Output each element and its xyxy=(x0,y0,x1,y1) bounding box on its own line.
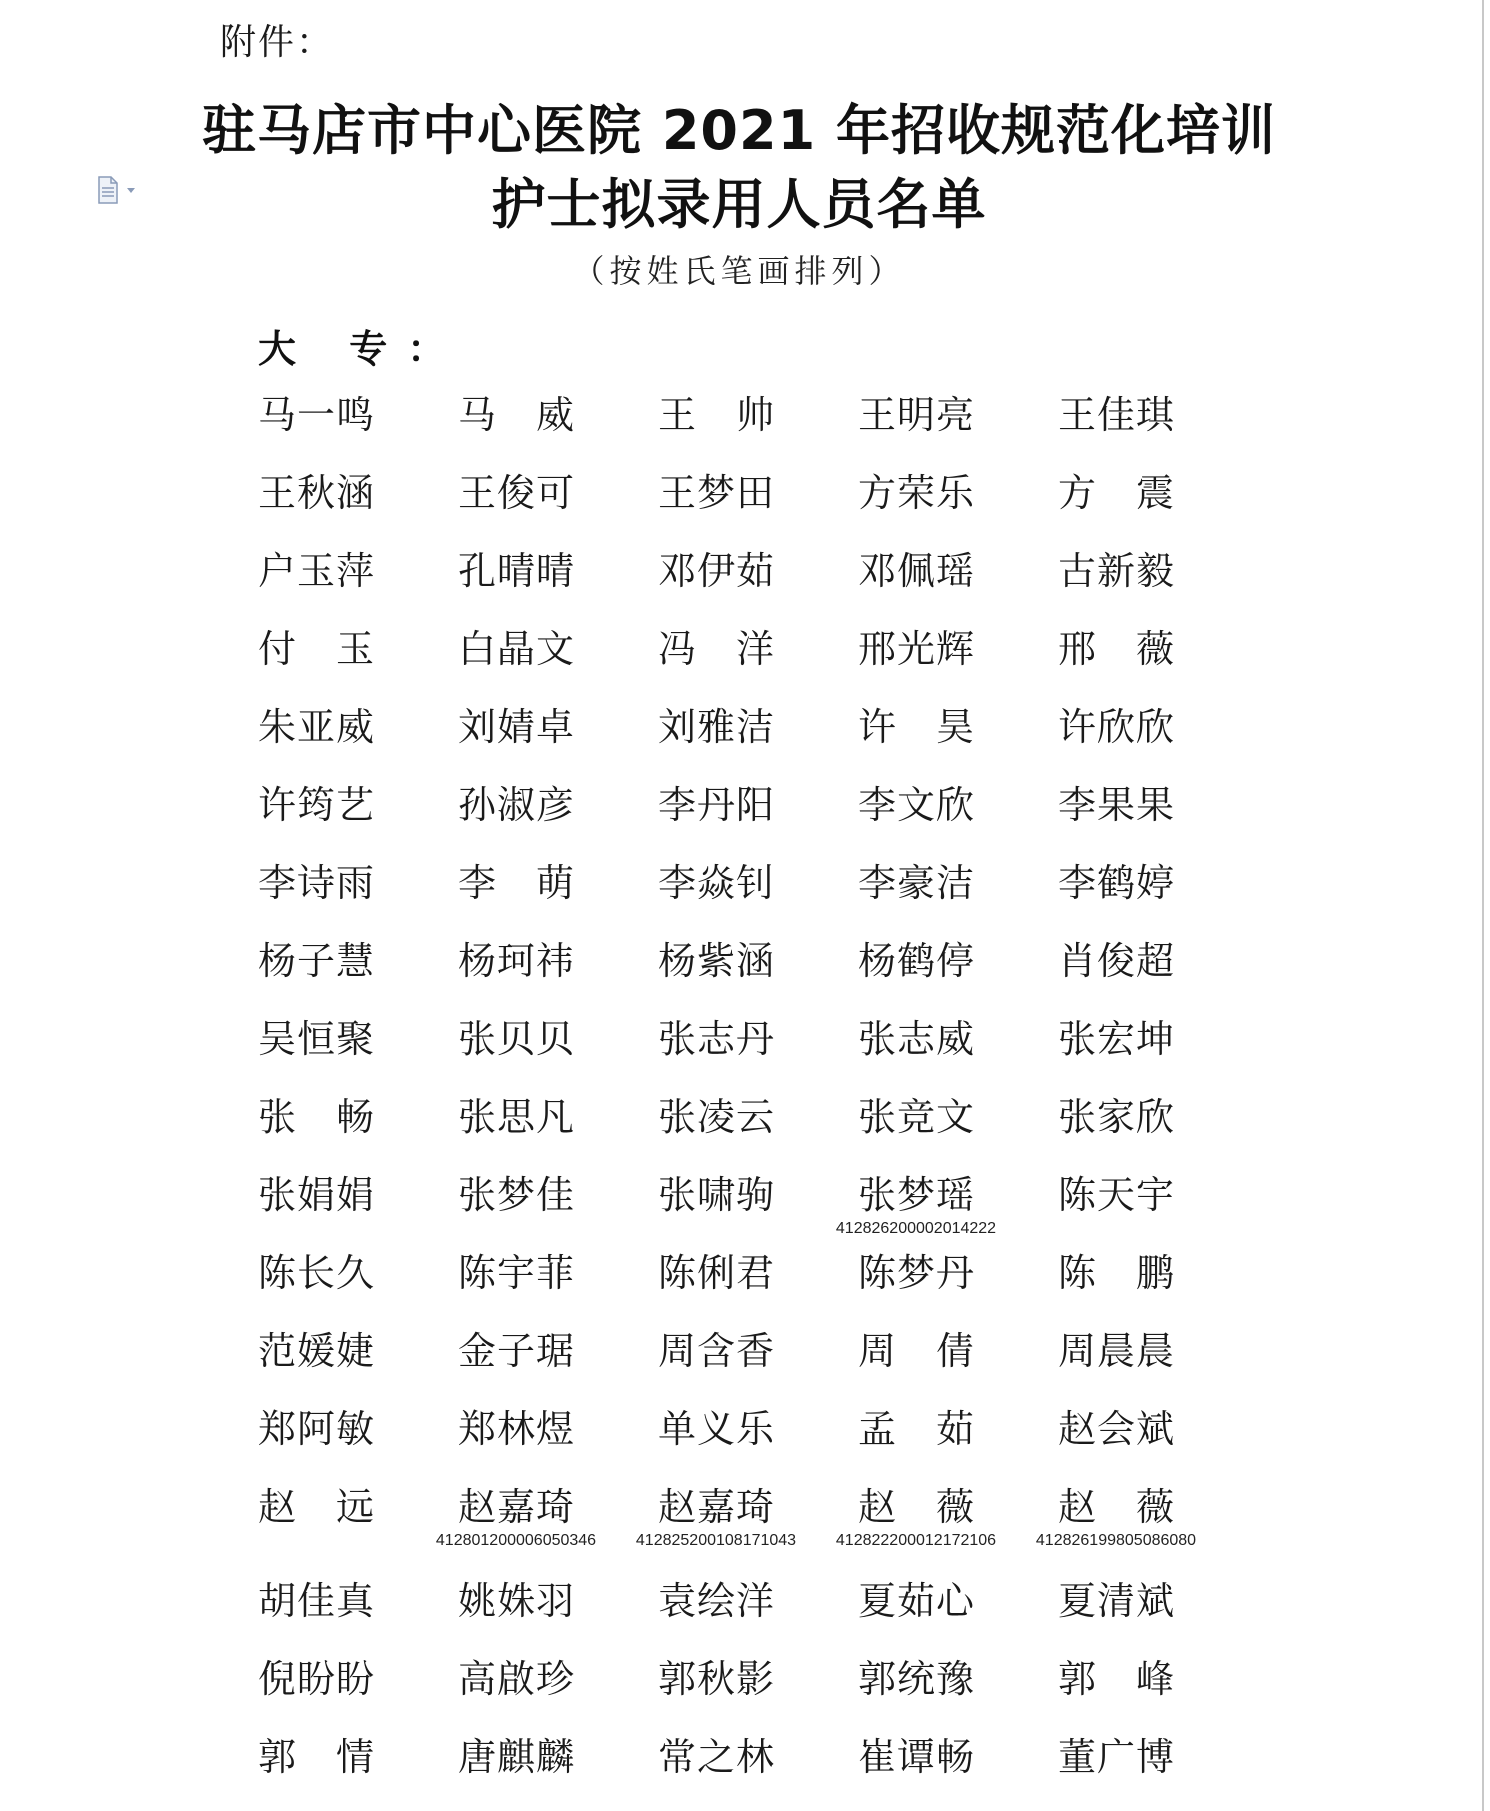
person-name: 赵嘉琦 xyxy=(658,1485,774,1529)
name-cell xyxy=(658,702,858,752)
person-name: 冯 洋 xyxy=(658,627,774,671)
person-name: 杨紫涵 xyxy=(658,939,774,983)
person-name: 李豪洁 xyxy=(858,861,974,905)
name-cell xyxy=(658,1170,858,1220)
person-name: 单义乐 xyxy=(658,1407,774,1451)
person-name: 袁绘洋 xyxy=(658,1579,774,1623)
person-name: 王明亮 xyxy=(858,393,974,437)
name-cell xyxy=(458,1248,658,1298)
name-row xyxy=(258,1092,1258,1170)
name-cell xyxy=(458,1404,658,1454)
name-cell xyxy=(658,858,858,908)
person-name: 邢 薇 xyxy=(1058,627,1174,671)
name-cell xyxy=(258,1170,458,1220)
name-cell xyxy=(1058,1654,1258,1704)
name-cell xyxy=(258,1092,458,1142)
name-cell xyxy=(258,468,458,518)
name-cell xyxy=(258,936,458,986)
person-name: 陈 鹏 xyxy=(1058,1251,1174,1295)
name-cell xyxy=(1058,1326,1258,1376)
person-name: 赵 薇 xyxy=(1058,1485,1174,1529)
name-cell xyxy=(258,624,458,674)
person-name: 张凌云 xyxy=(658,1095,774,1139)
name-cell xyxy=(858,546,1058,596)
person-name: 李鹤婷 xyxy=(1058,861,1174,905)
name-row xyxy=(258,1732,1258,1810)
name-cell xyxy=(858,468,1058,518)
name-cell xyxy=(258,390,458,440)
name-row xyxy=(258,1576,1258,1654)
person-name: 周含香 xyxy=(658,1329,774,1373)
person-name: 张梦瑶 xyxy=(858,1173,974,1217)
name-cell xyxy=(458,936,658,986)
name-cell xyxy=(858,1326,1058,1376)
section-heading-dazhuan: 大 专： xyxy=(258,327,466,371)
name-cell xyxy=(658,546,858,596)
person-name: 胡佳真 xyxy=(258,1579,374,1623)
person-name: 李诗雨 xyxy=(258,861,374,905)
person-name: 邢光辉 xyxy=(858,627,974,671)
name-row xyxy=(258,1014,1258,1092)
person-name: 张宏坤 xyxy=(1058,1017,1174,1061)
person-name: 王 帅 xyxy=(658,393,774,437)
person-name: 李果果 xyxy=(1058,783,1174,827)
name-row xyxy=(258,390,1258,468)
name-row xyxy=(258,624,1258,702)
name-cell xyxy=(435,1482,658,1549)
name-cell xyxy=(1058,936,1258,986)
name-cell xyxy=(458,624,658,674)
name-cell xyxy=(658,1092,858,1142)
name-cell xyxy=(258,1654,458,1704)
name-cell xyxy=(1058,1576,1258,1626)
person-name: 张竞文 xyxy=(858,1095,974,1139)
id-number: 412826199805086080 xyxy=(1035,1532,1197,1549)
person-name: 金子琚 xyxy=(458,1329,574,1373)
person-name: 崔谭畅 xyxy=(858,1735,974,1779)
person-name: 赵 薇 xyxy=(858,1485,974,1529)
person-name: 付 玉 xyxy=(258,627,374,671)
person-name: 赵嘉琦 xyxy=(458,1485,574,1529)
person-name: 张啸驹 xyxy=(658,1173,774,1217)
person-name: 郭 情 xyxy=(258,1735,374,1779)
person-name: 范媛婕 xyxy=(258,1329,374,1373)
name-cell xyxy=(858,936,1058,986)
name-cell xyxy=(1058,702,1258,752)
name-cell xyxy=(458,1576,658,1626)
name-list-grid xyxy=(258,390,1258,1810)
person-name: 古新毅 xyxy=(1058,549,1174,593)
name-cell xyxy=(858,390,1058,440)
name-cell xyxy=(1058,1170,1258,1220)
name-cell xyxy=(658,936,858,986)
person-name: 李丹阳 xyxy=(658,783,774,827)
name-cell xyxy=(858,780,1058,830)
person-name: 杨鹤停 xyxy=(858,939,974,983)
name-cell xyxy=(258,1404,458,1454)
name-row xyxy=(258,1170,1258,1248)
person-name: 杨珂祎 xyxy=(458,939,574,983)
person-name: 周晨晨 xyxy=(1058,1329,1174,1373)
name-cell xyxy=(658,1404,858,1454)
id-number: 412825200108171043 xyxy=(635,1532,797,1549)
person-name: 郭 峰 xyxy=(1058,1657,1174,1701)
name-cell xyxy=(858,702,1058,752)
name-cell xyxy=(1058,468,1258,518)
person-name: 孟 茹 xyxy=(858,1407,974,1451)
name-cell xyxy=(258,1326,458,1376)
name-cell xyxy=(858,1404,1058,1454)
name-cell xyxy=(258,1482,458,1532)
name-cell xyxy=(1058,624,1258,674)
name-cell xyxy=(458,780,658,830)
name-cell xyxy=(658,390,858,440)
document-title-line-2: 护士拟录用人员名单 xyxy=(491,173,987,236)
person-name: 周 倩 xyxy=(858,1329,974,1373)
person-name: 李文欣 xyxy=(858,783,974,827)
name-cell xyxy=(258,546,458,596)
person-name: 刘婧卓 xyxy=(458,705,574,749)
name-row xyxy=(258,858,1258,936)
person-name: 高啟珍 xyxy=(458,1657,574,1701)
document-title-line-1: 驻马店市中心医院 2021 年招收规范化培训 xyxy=(202,99,1276,162)
person-name: 唐麒麟 xyxy=(458,1735,574,1779)
person-name: 孙淑彦 xyxy=(458,783,574,827)
document-subtitle: （按姓氏笔画排列） xyxy=(572,252,906,290)
person-name: 夏茹心 xyxy=(858,1579,974,1623)
person-name: 张思凡 xyxy=(458,1095,574,1139)
name-row xyxy=(258,1654,1258,1732)
person-name: 张志丹 xyxy=(658,1017,774,1061)
person-name: 马一鸣 xyxy=(258,393,374,437)
person-name: 张娟娟 xyxy=(258,1173,374,1217)
name-cell xyxy=(835,1170,1058,1237)
name-cell xyxy=(658,1248,858,1298)
person-name: 张 畅 xyxy=(258,1095,374,1139)
person-name: 郭统豫 xyxy=(858,1657,974,1701)
person-name: 王秋涵 xyxy=(258,471,374,515)
person-name: 董广博 xyxy=(1058,1735,1174,1779)
person-name: 方 震 xyxy=(1058,471,1174,515)
name-row xyxy=(258,1404,1258,1482)
name-cell xyxy=(458,702,658,752)
person-name: 张贝贝 xyxy=(458,1017,574,1061)
name-cell xyxy=(458,1014,658,1064)
name-cell xyxy=(658,624,858,674)
name-cell xyxy=(658,1732,858,1782)
person-name: 户玉萍 xyxy=(258,549,374,593)
name-cell xyxy=(458,858,658,908)
name-cell xyxy=(458,390,658,440)
name-cell xyxy=(458,1654,658,1704)
name-cell xyxy=(858,624,1058,674)
person-name: 邓伊茹 xyxy=(658,549,774,593)
name-cell xyxy=(858,1092,1058,1142)
name-cell xyxy=(858,1014,1058,1064)
name-cell xyxy=(658,1014,858,1064)
name-cell xyxy=(458,468,658,518)
name-row xyxy=(258,780,1258,858)
person-name: 常之林 xyxy=(658,1735,774,1779)
person-name: 吴恒聚 xyxy=(258,1017,374,1061)
name-cell xyxy=(258,702,458,752)
id-number: 412801200006050346 xyxy=(435,1532,597,1549)
person-name: 刘雅洁 xyxy=(658,705,774,749)
person-name: 陈宇菲 xyxy=(458,1251,574,1295)
person-name: 陈俐君 xyxy=(658,1251,774,1295)
person-name: 郑阿敏 xyxy=(258,1407,374,1451)
person-name: 肖俊超 xyxy=(1058,939,1174,983)
name-cell xyxy=(1058,1092,1258,1142)
name-cell xyxy=(258,780,458,830)
person-name: 许筠艺 xyxy=(258,783,374,827)
name-cell xyxy=(458,546,658,596)
person-name: 王梦田 xyxy=(658,471,774,515)
person-name: 倪盼盼 xyxy=(258,1657,374,1701)
person-name: 郑林煜 xyxy=(458,1407,574,1451)
person-name: 许欣欣 xyxy=(1058,705,1174,749)
name-row xyxy=(258,546,1258,624)
person-name: 李 萌 xyxy=(458,861,574,905)
person-name: 王俊可 xyxy=(458,471,574,515)
id-number: 412826200002014222 xyxy=(835,1220,997,1237)
person-name: 白晶文 xyxy=(458,627,574,671)
person-name: 郭秋影 xyxy=(658,1657,774,1701)
person-name: 马 威 xyxy=(458,393,574,437)
name-cell xyxy=(658,1654,858,1704)
person-name: 陈长久 xyxy=(258,1251,374,1295)
name-cell xyxy=(258,1014,458,1064)
name-cell xyxy=(858,1654,1058,1704)
person-name: 陈梦丹 xyxy=(858,1251,974,1295)
person-name: 王佳琪 xyxy=(1058,393,1174,437)
person-name: 许 昊 xyxy=(858,705,974,749)
person-name: 姚姝羽 xyxy=(458,1579,574,1623)
id-number: 412822200012172106 xyxy=(835,1532,997,1549)
name-cell xyxy=(1058,1732,1258,1782)
name-cell xyxy=(1058,858,1258,908)
name-cell xyxy=(458,1092,658,1142)
name-cell xyxy=(258,1732,458,1782)
name-row xyxy=(258,936,1258,1014)
name-row xyxy=(258,1248,1258,1326)
name-cell xyxy=(858,1732,1058,1782)
name-cell xyxy=(858,1576,1058,1626)
person-name: 杨子慧 xyxy=(258,939,374,983)
name-cell xyxy=(1058,1014,1258,1064)
name-row xyxy=(258,468,1258,546)
name-cell xyxy=(1058,390,1258,440)
name-cell xyxy=(1035,1482,1258,1549)
name-row xyxy=(258,1326,1258,1404)
name-cell xyxy=(458,1326,658,1376)
name-cell xyxy=(858,1248,1058,1298)
person-name: 朱亚威 xyxy=(258,705,374,749)
person-name: 孔晴晴 xyxy=(458,549,574,593)
page-edge-divider xyxy=(1482,0,1484,1811)
name-cell xyxy=(835,1482,1058,1549)
person-name: 方荣乐 xyxy=(858,471,974,515)
person-name: 夏清斌 xyxy=(1058,1579,1174,1623)
name-cell xyxy=(258,858,458,908)
name-cell xyxy=(1058,1248,1258,1298)
name-cell xyxy=(258,1248,458,1298)
person-name: 张志威 xyxy=(858,1017,974,1061)
name-cell xyxy=(1058,780,1258,830)
person-name: 邓佩瑶 xyxy=(858,549,974,593)
name-cell xyxy=(658,1576,858,1626)
name-cell xyxy=(1058,546,1258,596)
person-name: 张家欣 xyxy=(1058,1095,1174,1139)
name-cell xyxy=(258,1576,458,1626)
person-name: 陈天宇 xyxy=(1058,1173,1174,1217)
person-name: 张梦佳 xyxy=(458,1173,574,1217)
person-name: 赵会斌 xyxy=(1058,1407,1174,1451)
name-cell xyxy=(658,780,858,830)
name-cell xyxy=(458,1732,658,1782)
name-cell xyxy=(658,468,858,518)
name-cell xyxy=(635,1482,858,1549)
person-name: 李焱钊 xyxy=(658,861,774,905)
name-row xyxy=(258,1482,1258,1576)
person-name: 赵 远 xyxy=(258,1485,374,1529)
name-cell xyxy=(858,858,1058,908)
name-row xyxy=(258,702,1258,780)
name-cell xyxy=(458,1170,658,1220)
name-cell xyxy=(658,1326,858,1376)
name-cell xyxy=(1058,1404,1258,1454)
attachment-label: 附件： xyxy=(220,22,335,63)
